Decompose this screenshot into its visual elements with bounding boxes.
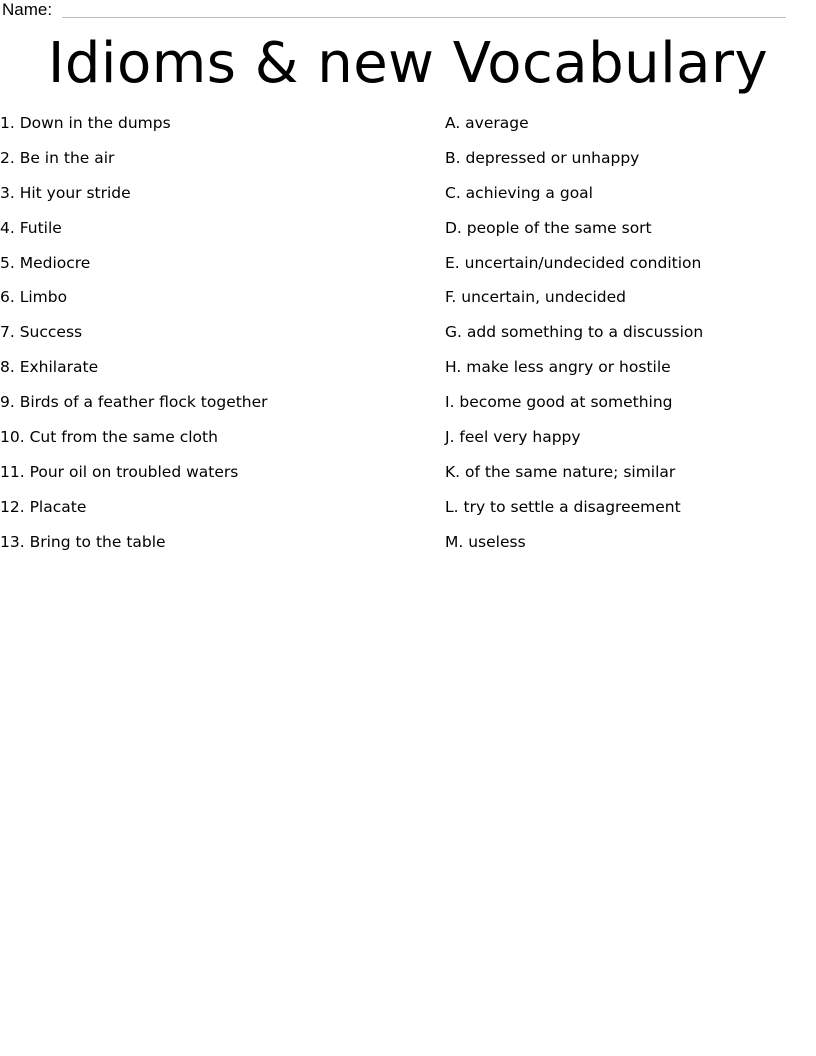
worksheet-title: Idioms & new Vocabulary bbox=[47, 31, 769, 96]
definition-item: J. feel very happy bbox=[445, 428, 581, 447]
definitions-list bbox=[445, 113, 805, 567]
term-item: 11. Pour oil on troubled waters bbox=[0, 462, 239, 481]
definition-item: K. of the same nature; similar bbox=[445, 462, 676, 481]
name-blank-line[interactable] bbox=[62, 17, 786, 18]
definition-item: B. depressed or unhappy bbox=[445, 148, 640, 167]
term-item: 1. Down in the dumps bbox=[0, 114, 171, 132]
term-item: 2. Be in the air bbox=[0, 148, 115, 167]
definition-item: F. uncertain, undecided bbox=[445, 288, 626, 307]
term-item: 6. Limbo bbox=[0, 288, 68, 307]
term-item: 8. Exhilarate bbox=[0, 358, 99, 377]
term-item: 4. Futile bbox=[0, 218, 62, 237]
definition-item: C. achieving a goal bbox=[445, 183, 593, 202]
definition-item: D. people of the same sort bbox=[445, 218, 652, 237]
term-item: 13. Bring to the table bbox=[0, 532, 166, 551]
terms-list bbox=[0, 113, 420, 567]
term-item: 12. Placate bbox=[0, 497, 87, 516]
term-item: 10. Cut from the same cloth bbox=[0, 428, 218, 447]
definition-item: M. useless bbox=[445, 532, 526, 551]
term-item: 9. Birds of a feather flock together bbox=[0, 393, 268, 412]
definition-item: I. become good at something bbox=[445, 393, 673, 412]
term-item: 7. Success bbox=[0, 323, 83, 342]
name-label: Name: bbox=[2, 0, 53, 19]
name-row bbox=[0, 0, 790, 24]
definition-item: L. try to settle a disagreement bbox=[445, 497, 681, 516]
term-item: 5. Mediocre bbox=[0, 253, 91, 272]
definition-item: A. average bbox=[445, 114, 529, 132]
definition-item: E. uncertain/undecided condition bbox=[445, 253, 702, 272]
definition-item: H. make less angry or hostile bbox=[445, 358, 671, 377]
term-item: 3. Hit your stride bbox=[0, 183, 131, 202]
definition-item: G. add something to a discussion bbox=[445, 323, 704, 342]
